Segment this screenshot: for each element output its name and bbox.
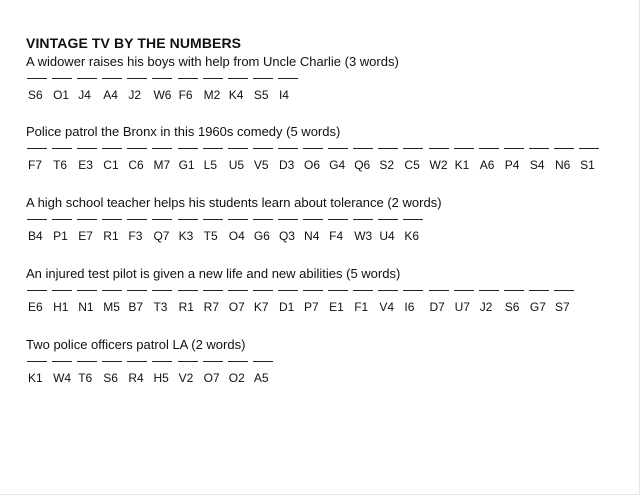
letter-code: Q6 <box>354 158 371 172</box>
puzzle-5 <box>26 337 277 389</box>
letter-cell <box>126 361 151 389</box>
letter-code: D3 <box>278 158 295 172</box>
letter-cell <box>76 290 101 318</box>
letter-blank[interactable] <box>228 78 248 79</box>
letter-blank[interactable] <box>353 148 373 149</box>
puzzle-2-clue: Police patrol the Bronx in this 1960s comedy (5 words) <box>26 124 341 139</box>
letter-code: S7 <box>554 300 570 314</box>
letter-code: W4 <box>53 371 72 385</box>
letter-code: O2 <box>228 371 245 385</box>
letter-code: H1 <box>53 300 69 314</box>
page-title: VINTAGE TV BY THE NUMBERS <box>26 35 242 51</box>
puzzle-4 <box>26 266 578 318</box>
letter-blank[interactable] <box>27 290 47 291</box>
letter-code: Q7 <box>153 229 170 243</box>
letter-blank[interactable] <box>529 290 549 291</box>
letter-cell <box>101 361 126 389</box>
letter-blank[interactable] <box>253 78 273 79</box>
letter-code: F1 <box>354 300 369 314</box>
letter-blank[interactable] <box>479 290 499 291</box>
letter-blank[interactable] <box>228 219 248 220</box>
letter-blank[interactable] <box>228 148 248 149</box>
letter-blank[interactable] <box>303 219 323 220</box>
letter-code: J4 <box>78 88 91 102</box>
letter-code: S6 <box>504 300 520 314</box>
letter-code: E3 <box>78 158 93 172</box>
letter-cell <box>177 361 202 389</box>
letter-blank[interactable] <box>228 290 248 291</box>
letter-cell <box>202 361 227 389</box>
puzzle-3-answer-row <box>26 219 442 247</box>
puzzle-1-answer-row <box>26 78 399 106</box>
puzzle-4-clue: An injured test pilot is given a new life and new abilities (5 words) <box>26 266 401 281</box>
letter-code: O7 <box>228 300 245 314</box>
letter-blank[interactable] <box>203 78 223 79</box>
letter-cell <box>377 219 402 247</box>
letter-code: F3 <box>128 229 143 243</box>
letter-code: A6 <box>479 158 495 172</box>
letter-code: S1 <box>580 158 595 172</box>
letter-code: E7 <box>78 229 93 243</box>
letter-blank[interactable] <box>554 290 574 291</box>
letter-blank[interactable] <box>152 148 172 149</box>
letter-blank[interactable] <box>127 148 147 149</box>
letter-cell <box>402 290 427 318</box>
letter-cell <box>26 148 51 176</box>
letter-cell <box>402 219 427 247</box>
puzzle-2-answer-row <box>26 148 603 176</box>
letter-code: K6 <box>404 229 420 243</box>
letter-code: C1 <box>103 158 119 172</box>
letter-code: B7 <box>128 300 144 314</box>
letter-blank[interactable] <box>52 219 72 220</box>
letter-code: P4 <box>504 158 520 172</box>
letter-cell <box>51 290 76 318</box>
letter-blank[interactable] <box>127 78 147 79</box>
letter-cell <box>453 290 478 318</box>
letter-blank[interactable] <box>203 219 223 220</box>
letter-code: B4 <box>28 229 43 243</box>
letter-code: D7 <box>429 300 445 314</box>
letter-blank[interactable] <box>152 290 172 291</box>
letter-cell <box>126 148 151 176</box>
letter-code: F7 <box>28 158 43 172</box>
letter-cell <box>503 290 528 318</box>
letter-blank[interactable] <box>27 78 47 79</box>
letter-cell <box>26 219 51 247</box>
letter-cell <box>126 219 151 247</box>
letter-code: S2 <box>379 158 394 172</box>
letter-cell <box>327 290 352 318</box>
letter-cell <box>177 78 202 106</box>
letter-code: O7 <box>203 371 220 385</box>
letter-code: S6 <box>28 88 43 102</box>
letter-blank[interactable] <box>278 219 298 220</box>
letter-blank[interactable] <box>77 78 97 79</box>
letter-blank[interactable] <box>429 290 449 291</box>
letter-blank[interactable] <box>253 361 273 362</box>
letter-code: A4 <box>103 88 118 102</box>
letter-code: A5 <box>253 371 269 385</box>
letter-cell <box>252 78 277 106</box>
letter-code: C5 <box>404 158 420 172</box>
letter-cell <box>151 290 176 318</box>
letter-cell <box>503 148 528 176</box>
letter-blank[interactable] <box>27 219 47 220</box>
letter-cell <box>76 148 101 176</box>
letter-code: C6 <box>128 158 144 172</box>
letter-cell <box>428 148 453 176</box>
letter-code: K1 <box>454 158 470 172</box>
letter-code: V2 <box>178 371 194 385</box>
letter-code: J2 <box>128 88 142 102</box>
letter-code: V4 <box>379 300 394 314</box>
letter-blank[interactable] <box>27 148 47 149</box>
letter-code: O1 <box>53 88 70 102</box>
letter-code: E1 <box>329 300 344 314</box>
puzzle-2 <box>26 124 603 176</box>
letter-code: M5 <box>103 300 120 314</box>
letter-code: O6 <box>304 158 321 172</box>
letter-code: R4 <box>128 371 144 385</box>
letter-blank[interactable] <box>152 361 172 362</box>
letter-blank[interactable] <box>203 361 223 362</box>
letter-blank[interactable] <box>52 290 72 291</box>
letter-cell <box>352 148 377 176</box>
letter-cell <box>51 361 76 389</box>
letter-code: O4 <box>228 229 245 243</box>
letter-blank[interactable] <box>328 290 348 291</box>
letter-code: S6 <box>103 371 118 385</box>
letter-blank[interactable] <box>529 148 549 149</box>
letter-code: K1 <box>28 371 43 385</box>
letter-blank[interactable] <box>102 361 122 362</box>
letter-blank[interactable] <box>253 148 273 149</box>
letter-cell <box>528 290 553 318</box>
letter-code: W2 <box>429 158 448 172</box>
letter-cell <box>177 148 202 176</box>
letter-code: M2 <box>203 88 221 102</box>
letter-cell <box>151 148 176 176</box>
letter-blank[interactable] <box>102 290 122 291</box>
letter-blank[interactable] <box>77 361 97 362</box>
letter-blank[interactable] <box>579 148 599 149</box>
letter-blank[interactable] <box>77 290 97 291</box>
letter-code: K4 <box>228 88 244 102</box>
letter-blank[interactable] <box>378 219 398 220</box>
letter-cell <box>252 148 277 176</box>
letter-cell <box>227 78 252 106</box>
letter-blank[interactable] <box>504 148 524 149</box>
letter-code: S5 <box>253 88 269 102</box>
letter-cell <box>302 219 327 247</box>
letter-code: K3 <box>178 229 194 243</box>
letter-blank[interactable] <box>52 148 72 149</box>
puzzle-5-clue: Two police officers patrol LA (2 words) <box>26 337 246 352</box>
letter-cell <box>553 290 578 318</box>
letter-code: V5 <box>253 158 269 172</box>
letter-cell <box>227 148 252 176</box>
letter-cell <box>151 219 176 247</box>
letter-cell <box>252 219 277 247</box>
letter-blank[interactable] <box>278 148 298 149</box>
letter-code: G4 <box>329 158 346 172</box>
letter-cell <box>101 219 126 247</box>
letter-blank[interactable] <box>278 290 298 291</box>
letter-blank[interactable] <box>178 290 198 291</box>
letter-cell <box>227 219 252 247</box>
letter-code: G7 <box>529 300 546 314</box>
letter-cell <box>553 148 578 176</box>
letter-blank[interactable] <box>378 290 398 291</box>
letter-code: R7 <box>203 300 219 314</box>
letter-code: G1 <box>178 158 195 172</box>
letter-cell <box>478 290 503 318</box>
letter-cell <box>76 219 101 247</box>
letter-cell <box>76 361 101 389</box>
letter-blank[interactable] <box>554 148 574 149</box>
letter-cell <box>352 290 377 318</box>
puzzle-3 <box>26 195 442 247</box>
letter-blank[interactable] <box>253 219 273 220</box>
letter-code: W6 <box>153 88 172 102</box>
letter-code: D1 <box>278 300 295 314</box>
letter-blank[interactable] <box>228 361 248 362</box>
letter-code: P1 <box>53 229 68 243</box>
letter-blank[interactable] <box>77 148 97 149</box>
letter-cell <box>277 78 302 106</box>
letter-code: I4 <box>278 88 289 102</box>
letter-code: N1 <box>78 300 94 314</box>
letter-blank[interactable] <box>378 148 398 149</box>
letter-cell <box>202 290 227 318</box>
letter-blank[interactable] <box>454 148 474 149</box>
letter-cell <box>177 219 202 247</box>
letter-blank[interactable] <box>454 290 474 291</box>
letter-blank[interactable] <box>479 148 499 149</box>
letter-cell <box>26 361 51 389</box>
letter-blank[interactable] <box>178 78 198 79</box>
letter-blank[interactable] <box>328 219 348 220</box>
letter-code: H5 <box>153 371 169 385</box>
letter-code: S4 <box>529 158 545 172</box>
letter-cell <box>76 78 101 106</box>
letter-cell <box>126 78 151 106</box>
puzzle-4-answer-row <box>26 290 578 318</box>
letter-blank[interactable] <box>303 290 323 291</box>
letter-blank[interactable] <box>253 290 273 291</box>
letter-cell <box>51 219 76 247</box>
letter-cell <box>101 78 126 106</box>
puzzle-3-clue: A high school teacher helps his students learn about tolerance (2 words) <box>26 195 442 210</box>
letter-cell <box>202 78 227 106</box>
letter-cell <box>277 148 302 176</box>
letter-cell <box>151 78 176 106</box>
letter-code: I6 <box>404 300 415 314</box>
letter-code: E6 <box>28 300 43 314</box>
letter-code: T6 <box>53 158 68 172</box>
letter-blank[interactable] <box>429 148 449 149</box>
letter-cell <box>377 148 402 176</box>
letter-cell <box>126 290 151 318</box>
letter-cell <box>277 219 302 247</box>
letter-code: T5 <box>203 229 218 243</box>
letter-cell <box>101 148 126 176</box>
letter-blank[interactable] <box>504 290 524 291</box>
letter-cell <box>402 148 427 176</box>
letter-blank[interactable] <box>353 219 373 220</box>
letter-code: R1 <box>103 229 119 243</box>
letter-blank[interactable] <box>353 290 373 291</box>
letter-code: T6 <box>78 371 93 385</box>
letter-blank[interactable] <box>403 290 423 291</box>
letter-cell <box>227 290 252 318</box>
letter-cell <box>202 219 227 247</box>
letter-code: P7 <box>304 300 319 314</box>
letter-blank[interactable] <box>178 219 198 220</box>
letter-code: W3 <box>354 229 373 243</box>
letter-cell <box>51 78 76 106</box>
letter-cell <box>478 148 503 176</box>
letter-blank[interactable] <box>127 219 147 220</box>
letter-code: U5 <box>228 158 245 172</box>
letter-cell <box>51 148 76 176</box>
letter-code: L5 <box>203 158 218 172</box>
letter-cell <box>528 148 553 176</box>
puzzle-1 <box>26 54 399 106</box>
letter-code: Q3 <box>278 229 295 243</box>
letter-blank[interactable] <box>77 219 97 220</box>
letter-code: N4 <box>304 229 320 243</box>
letter-cell <box>327 148 352 176</box>
letter-cell <box>227 361 252 389</box>
letter-code: J2 <box>479 300 493 314</box>
letter-cell <box>302 290 327 318</box>
letter-cell <box>428 290 453 318</box>
letter-blank[interactable] <box>203 290 223 291</box>
letter-code: N6 <box>554 158 571 172</box>
letter-code: R1 <box>178 300 194 314</box>
letter-cell <box>101 290 126 318</box>
letter-code: U7 <box>454 300 470 314</box>
letter-blank[interactable] <box>127 361 147 362</box>
letter-blank[interactable] <box>102 219 122 220</box>
letter-blank[interactable] <box>152 78 172 79</box>
letter-code: F4 <box>329 229 344 243</box>
letter-cell <box>327 219 352 247</box>
letter-blank[interactable] <box>278 78 298 79</box>
letter-blank[interactable] <box>203 148 223 149</box>
letter-code: F6 <box>178 88 193 102</box>
letter-blank[interactable] <box>102 78 122 79</box>
letter-cell <box>252 290 277 318</box>
letter-blank[interactable] <box>328 148 348 149</box>
letter-blank[interactable] <box>102 148 122 149</box>
puzzle-5-answer-row <box>26 361 277 389</box>
letter-cell <box>578 148 603 176</box>
letter-blank[interactable] <box>52 78 72 79</box>
letter-blank[interactable] <box>152 219 172 220</box>
puzzle-1-clue: A widower raises his boys with help from Uncle Charlie (3 words) <box>26 54 399 69</box>
letter-blank[interactable] <box>52 361 72 362</box>
letter-blank[interactable] <box>403 148 423 149</box>
letter-code: U4 <box>379 229 395 243</box>
letter-code: G6 <box>253 229 270 243</box>
letter-code: T3 <box>153 300 168 314</box>
letter-cell <box>26 290 51 318</box>
letter-blank[interactable] <box>178 361 198 362</box>
letter-cell <box>202 148 227 176</box>
letter-code: K7 <box>253 300 269 314</box>
letter-cell <box>252 361 277 389</box>
letter-cell <box>302 148 327 176</box>
letter-cell <box>177 290 202 318</box>
letter-blank[interactable] <box>178 148 198 149</box>
letter-code: M7 <box>153 158 171 172</box>
letter-cell <box>377 290 402 318</box>
letter-cell <box>151 361 176 389</box>
letter-cell <box>277 290 302 318</box>
letter-blank[interactable] <box>403 219 423 220</box>
letter-blank[interactable] <box>127 290 147 291</box>
letter-blank[interactable] <box>303 148 323 149</box>
letter-cell <box>352 219 377 247</box>
letter-blank[interactable] <box>27 361 47 362</box>
letter-cell <box>26 78 51 106</box>
letter-cell <box>453 148 478 176</box>
